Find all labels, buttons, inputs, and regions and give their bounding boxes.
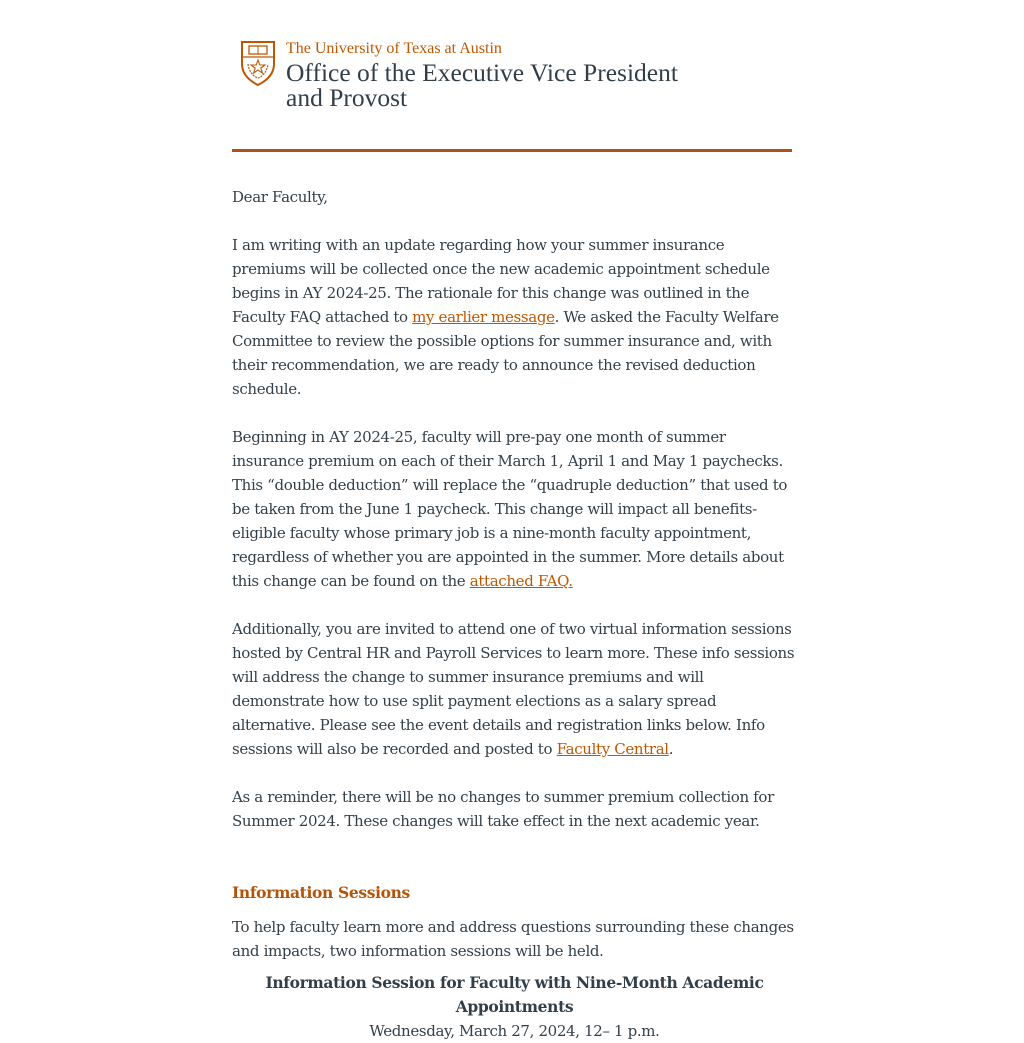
header-divider bbox=[232, 149, 792, 152]
office-name-line-2: and Provost bbox=[286, 83, 408, 112]
session-date: Wednesday, March 27, 2024, 12– 1 p.m. bbox=[369, 1022, 660, 1040]
session-title: Information Session for Faculty with Nine-Month Academic Appointments bbox=[265, 973, 764, 1016]
letter-body bbox=[232, 185, 797, 1043]
paragraph-3: Additionally, you are invited to attend one of two virtual information sessions hosted by Central HR and Payroll Services to learn more. These info sessions will address the change to summer insurance premiums and will demonstrate how to use split payment elections as a salary spread alternative. Please see the event details and registration links below. Info sessions will also be recorded and posted to Faculty Central. bbox=[232, 620, 795, 758]
paragraph-2: Beginning in AY 2024-25, faculty will pre-pay one month of summer insurance premium on each of their March 1, April 1 and May 1 paychecks. This “double deduction” will replace the “quadruple deduction” that used to be taken from the June 1 paycheck. This change will impact all benefits-eligible faculty whose primary job is a nine-month faculty appointment, regardless of whether you are appointed in the summer. More details about this change can be found on the attached FAQ. bbox=[232, 428, 788, 590]
paragraph-1: I am writing with an update regarding how your summer insurance premiums will be collected once the new academic appointment schedule begins in AY 2024-25. The rationale for this change was outlined in the Faculty FAQ attached to my earlier message. We asked the Faculty Welfare Committee to review the possible options for summer insurance and, with their recommendation, we are ready to announce the revised deduction schedule. bbox=[232, 236, 779, 398]
university-name: The University of Texas at Austin bbox=[286, 40, 502, 57]
header bbox=[240, 40, 800, 120]
session-block bbox=[232, 971, 797, 1043]
greeting: Dear Faculty, bbox=[232, 188, 328, 206]
ut-shield-icon bbox=[240, 40, 276, 86]
attached-faq-link[interactable]: attached FAQ. bbox=[469, 572, 573, 590]
info-sessions-heading: Information Sessions bbox=[232, 883, 410, 902]
earlier-message-link[interactable]: my earlier message bbox=[412, 308, 555, 326]
info-sessions-intro: To help faculty learn more and address questions surrounding these changes and impacts, two information sessions will be held. bbox=[232, 918, 794, 960]
faculty-central-link[interactable]: Faculty Central bbox=[556, 740, 669, 758]
office-name-line-1: Office of the Executive Vice President bbox=[286, 58, 678, 87]
office-name bbox=[286, 60, 678, 110]
logo-text bbox=[286, 40, 678, 110]
paragraph-4: As a reminder, there will be no changes to summer premium collection for Summer 2024. These changes will take effect in the next academic year. bbox=[232, 788, 774, 830]
